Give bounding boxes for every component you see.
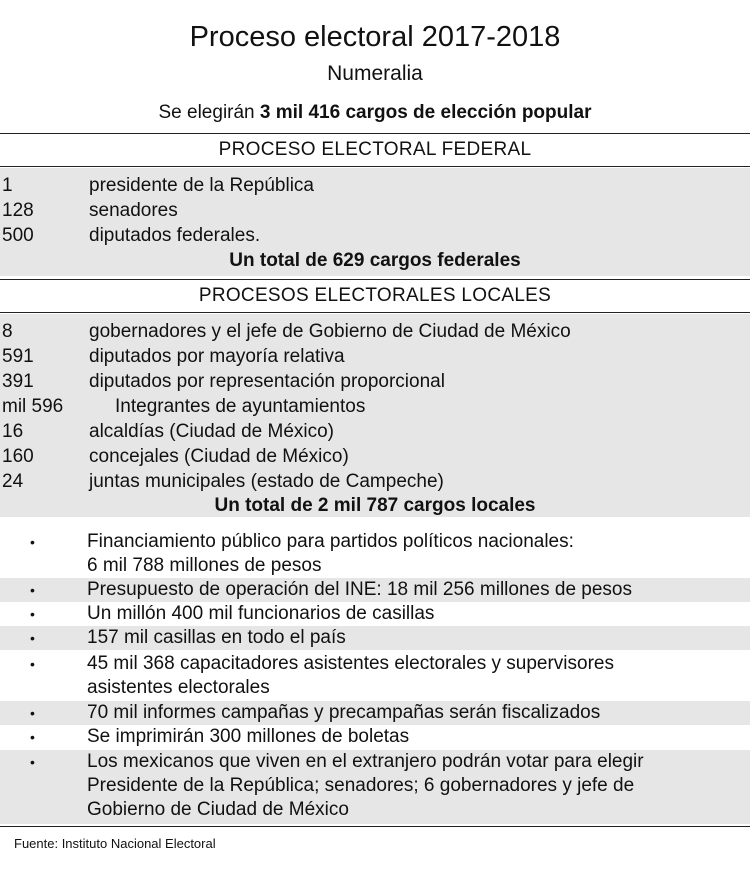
row-text: diputados por representación proporcional <box>89 371 445 392</box>
bullet-line: 6 mil 788 millones de pesos <box>87 555 322 576</box>
row-number: 24 <box>2 471 24 492</box>
bullet-icon: • <box>30 705 35 721</box>
headline <box>0 101 750 125</box>
bullet-line: Se imprimirán 300 millones de boletas <box>87 726 410 747</box>
bullet-item <box>0 750 750 824</box>
bullet-item <box>0 530 750 578</box>
divider <box>0 166 750 167</box>
bullet-line: Gobierno de Ciudad de México <box>87 799 349 820</box>
bullet-icon: • <box>30 534 35 550</box>
bullet-line: 70 mil informes campañas y precampañas serán fiscalizados <box>87 702 601 723</box>
federal-heading: PROCESO ELECTORAL FEDERAL <box>218 139 532 160</box>
divider <box>0 279 750 280</box>
row-text: senadores <box>89 200 178 221</box>
bullet-item <box>0 578 750 602</box>
bullet-item <box>0 652 750 700</box>
bullet-icon: • <box>30 656 35 672</box>
local-heading: PROCESOS ELECTORALES LOCALES <box>198 285 552 306</box>
bullet-line: Los mexicanos que viven en el extranjero podrán votar para elegir <box>87 751 644 772</box>
row-number: 8 <box>2 321 13 342</box>
row-text: presidente de la República <box>89 175 314 196</box>
row-text: diputados federales. <box>89 225 261 246</box>
page-title: Proceso electoral 2017-2018 <box>189 21 561 53</box>
row-text: concejales (Ciudad de México) <box>89 446 349 467</box>
bullet-icon: • <box>30 630 35 646</box>
divider <box>0 826 750 827</box>
row-number: 1 <box>2 175 13 196</box>
bullet-line: Presidente de la República; senadores; 6 gobernadores y jefe de <box>87 775 635 796</box>
bullet-item <box>0 725 750 749</box>
bullet-item <box>0 626 750 650</box>
local-total: Un total de 2 mil 787 cargos locales <box>214 495 536 516</box>
divider <box>0 133 750 134</box>
page-subtitle: Numeralia <box>327 62 423 85</box>
row-number: 16 <box>2 421 24 442</box>
bullet-item <box>0 701 750 725</box>
bullet-line: 45 mil 368 capacitadores asistentes electorales y supervisores <box>87 653 614 674</box>
source-note: Fuente: Instituto Nacional Electoral <box>14 836 216 851</box>
row-number: 591 <box>2 346 34 367</box>
bullet-line: asistentes electorales <box>87 677 270 698</box>
bullet-icon: • <box>30 606 35 622</box>
row-text: juntas municipales (estado de Campeche) <box>89 471 444 492</box>
row-number: 128 <box>2 200 34 221</box>
bullet-line: Financiamiento público para partidos políticos nacionales: <box>87 531 574 552</box>
row-number: 160 <box>2 446 34 467</box>
bullet-line: 157 mil casillas en todo el país <box>87 627 346 648</box>
row-text: alcaldías (Ciudad de México) <box>89 421 335 442</box>
row-text: Integrantes de ayuntamientos <box>115 396 366 417</box>
bullet-line: Un millón 400 mil funcionarios de casillas <box>87 603 435 624</box>
row-text: gobernadores y el jefe de Gobierno de Ciudad de México <box>89 321 571 342</box>
bullet-item <box>0 602 750 626</box>
row-text: diputados por mayoría relativa <box>89 346 345 367</box>
federal-total: Un total de 629 cargos federales <box>229 250 521 271</box>
headline-bold: 3 mil 416 cargos de elección popular <box>259 102 592 123</box>
bullet-icon: • <box>30 582 35 598</box>
bullet-line: Presupuesto de operación del INE: 18 mil 256 millones de pesos <box>87 579 632 600</box>
row-number: 391 <box>2 371 34 392</box>
row-number: mil 596 <box>2 396 64 417</box>
row-number: 500 <box>2 225 34 246</box>
headline-prefix: Se elegirán <box>158 102 260 123</box>
bullet-icon: • <box>30 754 35 770</box>
divider <box>0 312 750 313</box>
bullet-icon: • <box>30 729 35 745</box>
